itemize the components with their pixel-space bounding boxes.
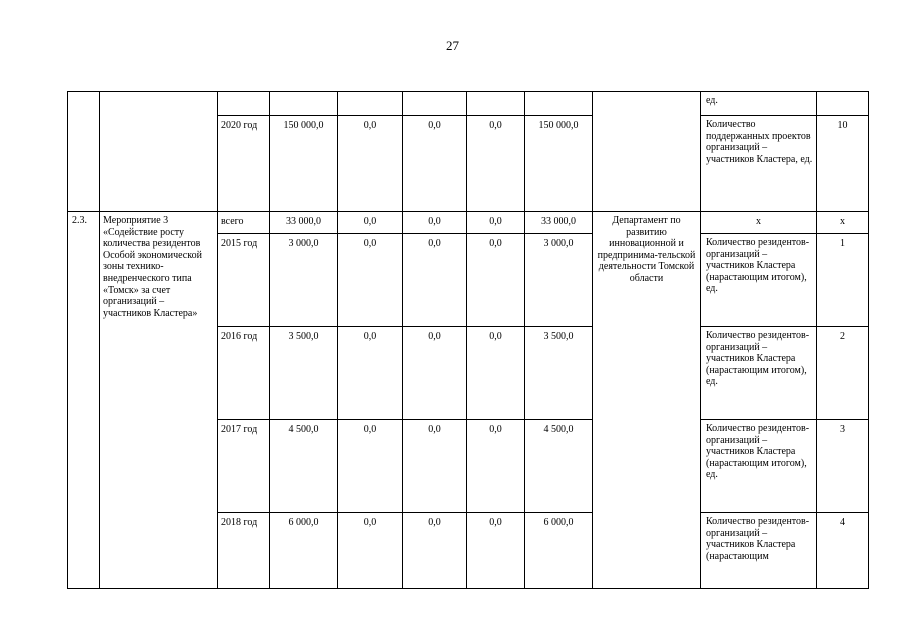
target-cell: 3 [817,420,869,513]
value-cell: 0,0 [403,327,467,420]
value-cell: 0,0 [467,420,525,513]
value-cell: 0,0 [467,212,525,234]
measure-name-cell [100,92,218,212]
indicator-cell: Количество поддержанных проектов организаций – участников Кластера, ед. [701,116,817,212]
value-cell: 3 000,0 [525,234,593,327]
target-cell: 2 [817,327,869,420]
target-cell: 10 [817,116,869,212]
indicator-cell: х [701,212,817,234]
total-cell: 150 000,0 [270,116,338,212]
total-cell: 6 000,0 [270,513,338,589]
total-cell: 33 000,0 [270,212,338,234]
executor-cell: Департамент по развитию инновационной и предпринима-тельской деятельности Томской области [593,212,701,589]
value-cell [525,92,593,116]
value-cell: 0,0 [338,327,403,420]
indicator-cell: ед. [701,92,817,116]
table-row [68,212,869,234]
value-cell [338,92,403,116]
value-cell: 0,0 [403,116,467,212]
value-cell: 0,0 [403,513,467,589]
value-cell [403,92,467,116]
value-cell: 150 000,0 [525,116,593,212]
year-cell: 2015 год [218,234,270,327]
value-cell: 0,0 [467,116,525,212]
total-cell: 3 000,0 [270,234,338,327]
value-cell: 0,0 [338,234,403,327]
indicator-cell: Количество резидентов-организаций – участников Кластера (нарастающим [701,513,817,589]
total-cell [270,92,338,116]
year-cell: 2016 год [218,327,270,420]
number-cell [68,92,100,212]
value-cell: 0,0 [338,212,403,234]
executor-cell [593,92,701,212]
value-cell: 3 500,0 [525,327,593,420]
program-table [67,91,869,589]
target-cell: х [817,212,869,234]
value-cell: 0,0 [467,513,525,589]
target-cell: 1 [817,234,869,327]
indicator-cell: Количество резидентов-организаций – участников Кластера (нарастающим итогом), ед. [701,327,817,420]
value-cell: 0,0 [403,234,467,327]
measure-name-cell: Мероприятие 3 «Содействие росту количества резидентов Особой экономической зоны технико-внедренческого типа «Томск» за счет организаций – участников Кластера» [100,212,218,589]
indicator-cell: Количество резидентов-организаций – участников Кластера (нарастающим итогом), ед. [701,234,817,327]
year-cell: 2020 год [218,116,270,212]
table-row [68,92,869,116]
value-cell [467,92,525,116]
value-cell: 0,0 [338,420,403,513]
value-cell: 0,0 [467,234,525,327]
value-cell: 0,0 [338,513,403,589]
year-cell: 2018 год [218,513,270,589]
page-number: 27 [446,38,459,53]
year-cell: 2017 год [218,420,270,513]
value-cell: 6 000,0 [525,513,593,589]
year-cell [218,92,270,116]
total-cell: 4 500,0 [270,420,338,513]
value-cell: 0,0 [338,116,403,212]
year-cell: всего [218,212,270,234]
value-cell: 33 000,0 [525,212,593,234]
indicator-cell: Количество резидентов-организаций – участников Кластера (нарастающим итогом), ед. [701,420,817,513]
value-cell: 0,0 [403,420,467,513]
target-cell [817,92,869,116]
value-cell: 0,0 [467,327,525,420]
total-cell: 3 500,0 [270,327,338,420]
value-cell: 0,0 [403,212,467,234]
number-cell: 2.3. [68,212,100,589]
target-cell: 4 [817,513,869,589]
value-cell: 4 500,0 [525,420,593,513]
